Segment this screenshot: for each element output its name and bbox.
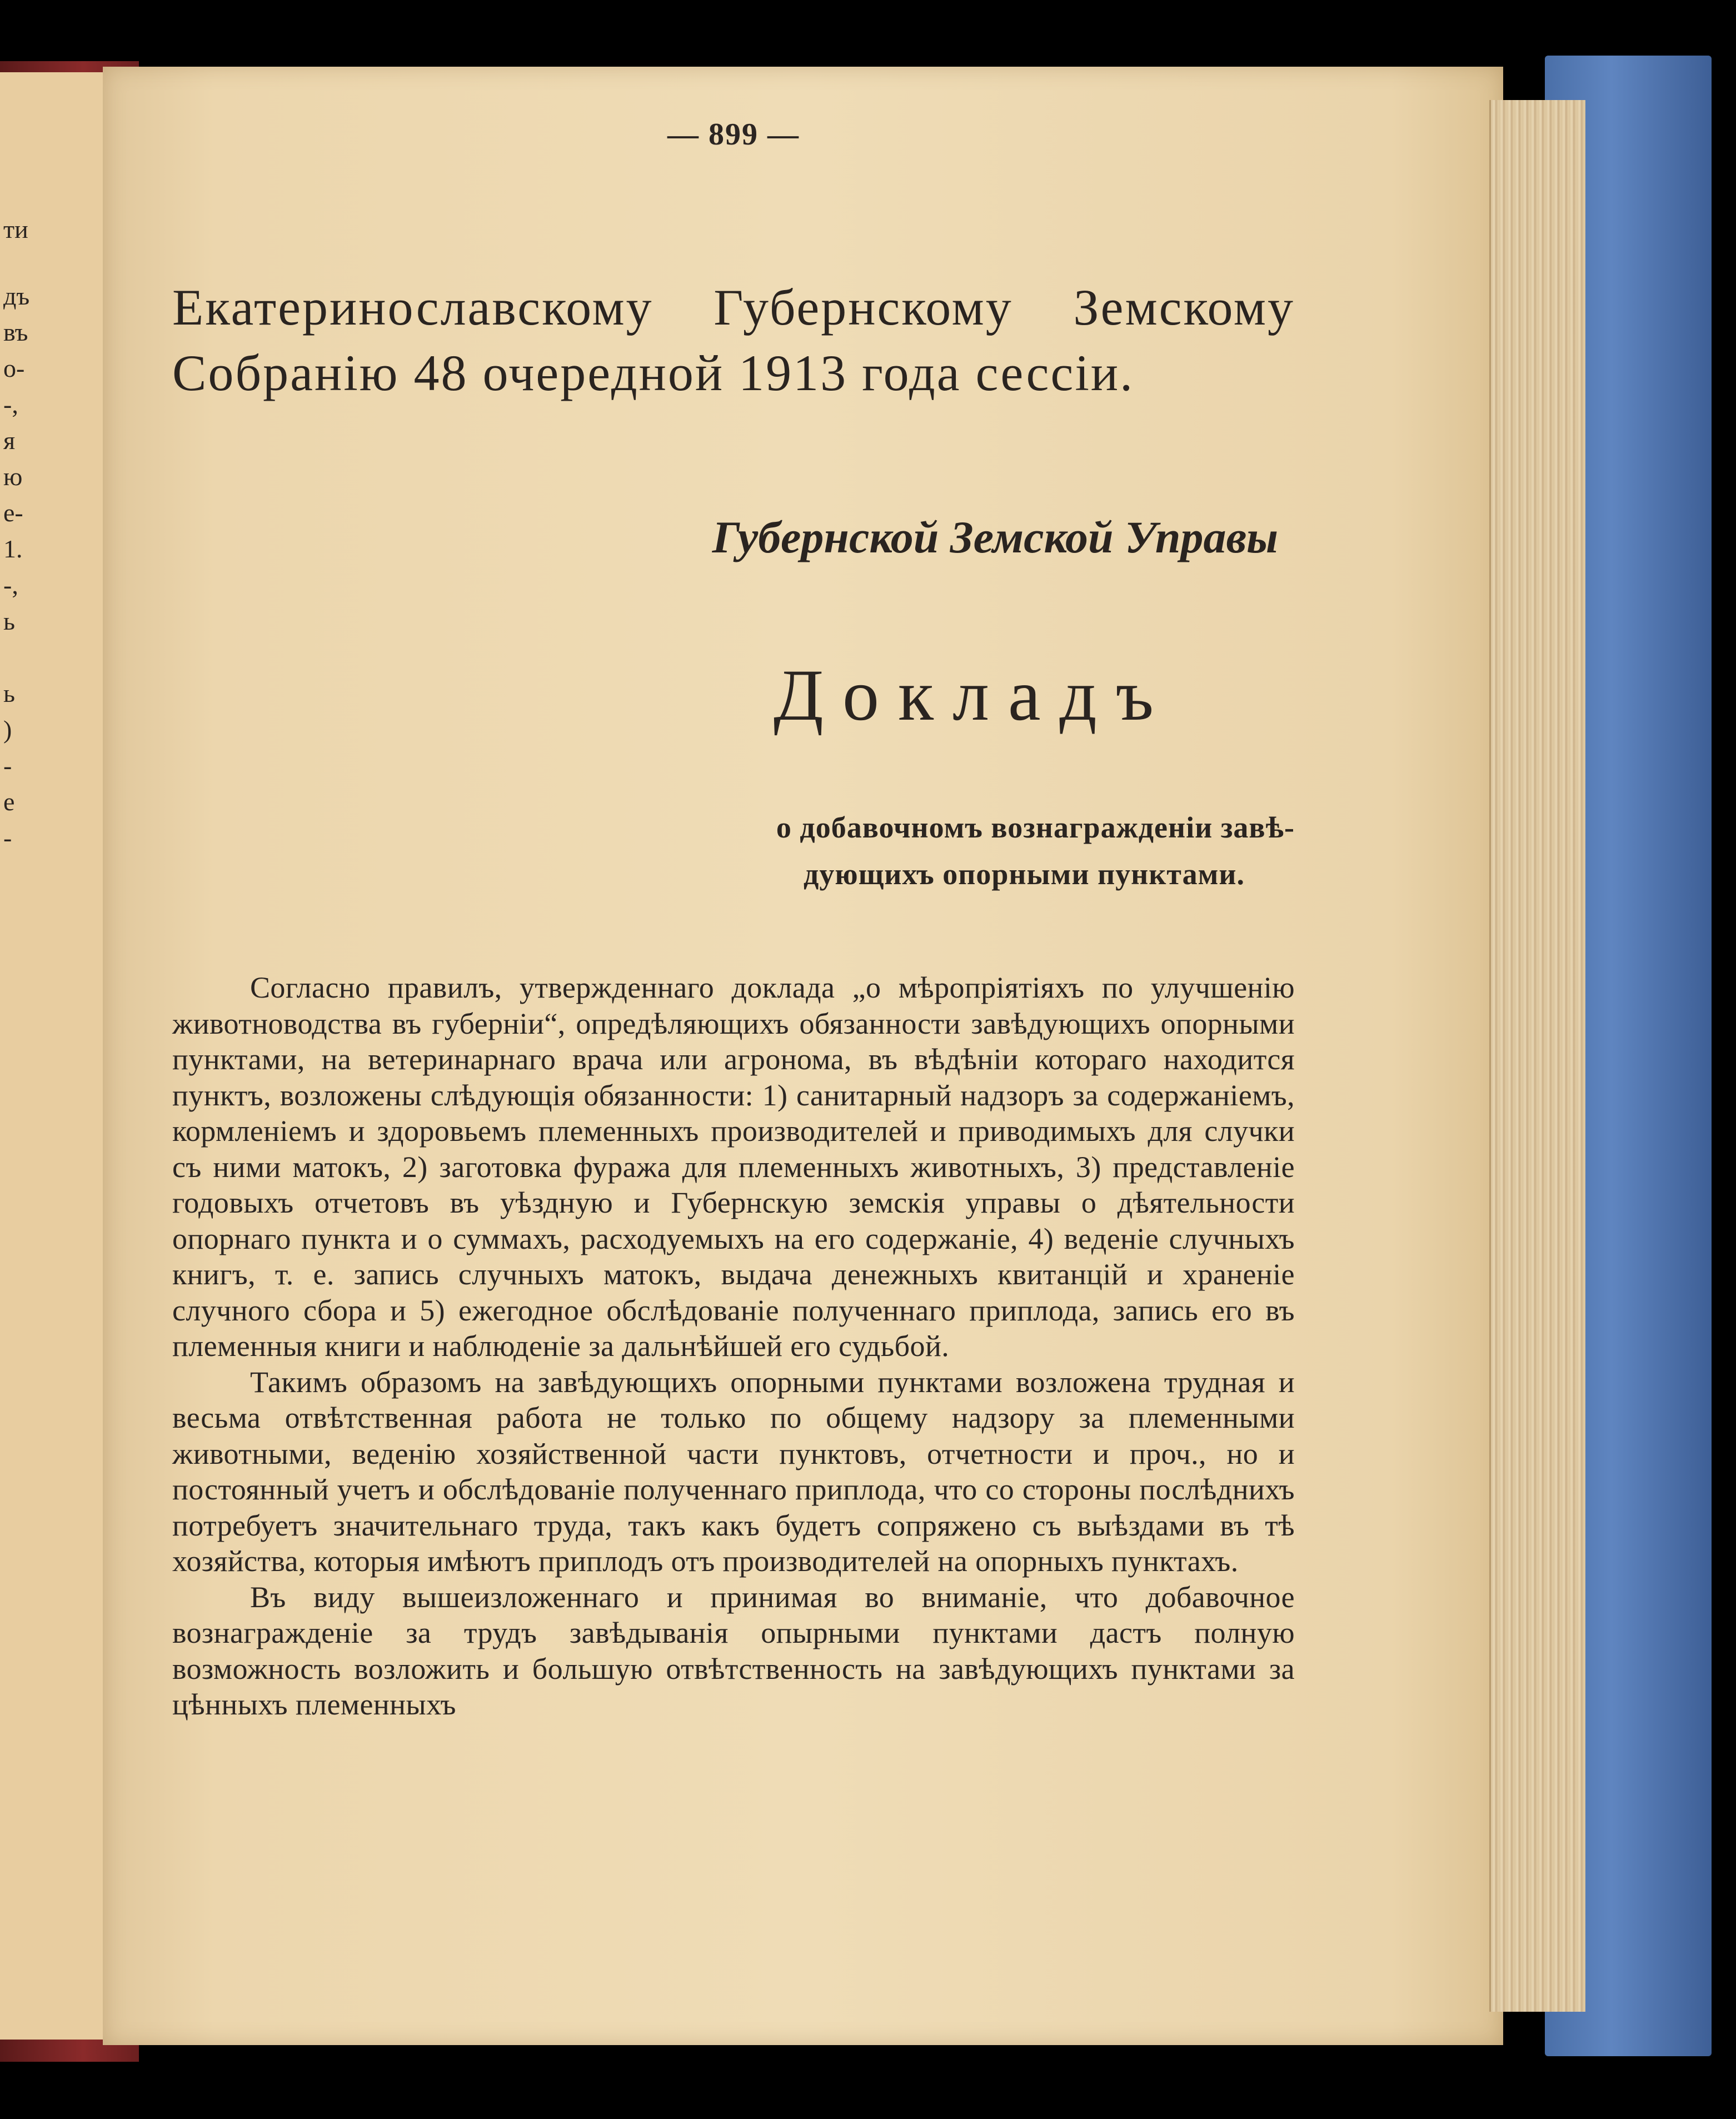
left-page-fragment: ти	[3, 215, 28, 243]
left-page-fragment: -	[3, 824, 12, 852]
body-text	[172, 970, 1295, 1723]
left-page-fragment: е-	[3, 498, 23, 527]
left-page-fragment: -	[3, 751, 12, 780]
paragraph: Въ виду вышеизложеннаго и принимая во вниманіе, что добавочное вознагражденіе за трудъ завѣдыванія опырными пунктами дастъ полную возможность возложить и большую отвѣтственность на завѣдующихъ пунктами за цѣнныхъ племенныхъ	[172, 1580, 1295, 1721]
left-page-fragment: дъ	[3, 282, 30, 310]
left-page-fragment: -,	[3, 390, 18, 418]
document-title: Докладъ	[773, 654, 1173, 736]
left-page-fragment: въ	[3, 318, 28, 346]
left-page-fragment: я	[3, 426, 16, 455]
left-page-fragment: ь	[3, 607, 15, 635]
left-page-fragment: )	[3, 715, 12, 744]
left-page-fragment: е	[3, 787, 15, 816]
left-page-fragment: ь	[3, 679, 15, 707]
document-heading: Екатеринославскому Губернскому Земскому Собранію 48 очередной 1913 года сессіи.	[172, 279, 1295, 401]
document-subheading: Губернской Земской Управы	[712, 512, 1278, 562]
page-content	[172, 117, 1295, 1723]
subtitle-line: дующихъ опорными пунктами.	[804, 857, 1245, 891]
paragraph: Согласно правилъ, утвержденнаго доклада „о мѣропріятіяхъ по улучшенію животноводства въ губерніи“, опредѣляющихъ обязанности завѣдующихъ опорными пунктами, на ветеринарнаго врача или агронома, въ вѣдѣніи котораго находится пунктъ, возложены слѣдующія обязанности: 1) санитарный надзоръ за содержаніемъ, кормленіемъ и здоровьемъ племенныхъ производителей и приводимыхъ для случки съ ними матокъ, 2) заготовка фуража для племенныхъ животныхъ, 3) представленіе годовыхъ отчетовъ въ уѣздную и Губернскую земскія управы о дѣятельности опорнаго пункта и о суммахъ, расходуемыхъ на его содержаніе, 4) веденіе случныхъ книгъ, т. е. запись случныхъ матокъ, выдача денежныхъ квитанцій и храненіе случного сбора и 5) ежегодное обслѣдованіе полученнаго приплода, запись его въ племенныя книги и наблюденіе за дальнѣйшей его судьбой.	[172, 971, 1295, 1363]
page-number: — 899 —	[667, 117, 800, 152]
left-page-fragment: о-	[3, 354, 25, 382]
left-page-fragment: -,	[3, 571, 18, 599]
left-page-fragment: 1.	[3, 535, 23, 563]
facing-page-left	[0, 72, 103, 2040]
subtitle-line: о добавочномъ вознагражденіи завѣ-	[776, 811, 1295, 844]
page-stack-edges	[1489, 100, 1585, 2012]
document-title-subtitle	[172, 804, 1295, 898]
paragraph: Такимъ образомъ на завѣдующихъ опорными пунктами возложена трудная и весьма отвѣтственная работа не только по общему надзору за племенными животными, веденію хозяйственной части пунктовъ, отчетности и проч., но и постоянный учетъ и обслѣдованіе полученнаго приплода, что со стороны послѣднихъ потребуетъ значительнаго труда, такъ какъ будетъ сопряжено съ выѣздами въ тѣ хозяйства, которыя имѣютъ приплодъ отъ производителей на опорныхъ пунктахъ.	[172, 1365, 1295, 1578]
left-page-fragment: ю	[3, 462, 23, 491]
